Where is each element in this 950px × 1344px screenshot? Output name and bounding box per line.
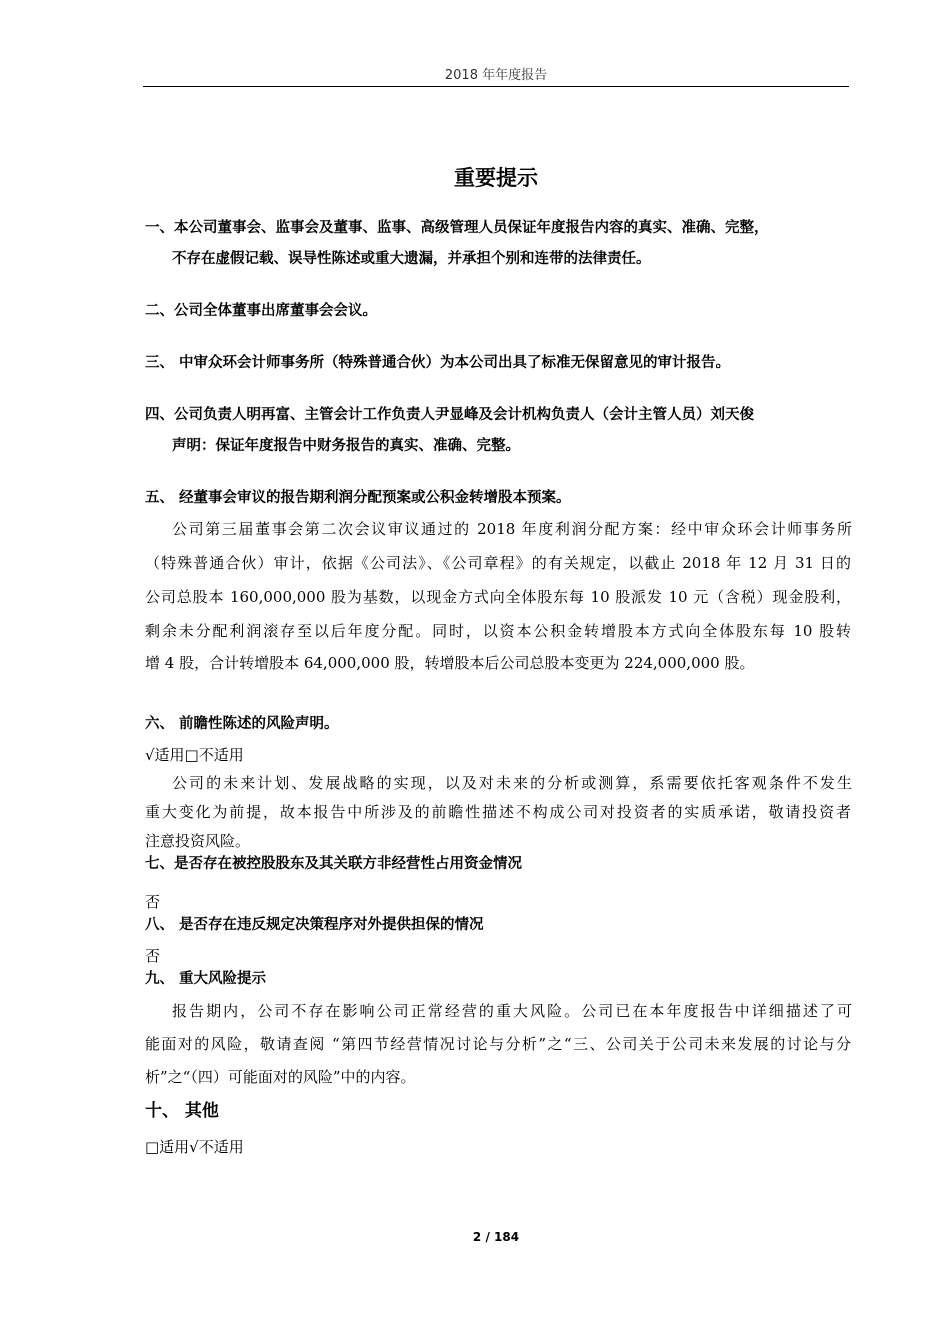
section-5-para-line-1: 公司第三届董事会第二次会议审议通过的 2018 年度利润分配方案：经中审众环会计师事务所 [172, 520, 852, 538]
section-6-para-line-3: 注意投资风险。 [145, 832, 251, 850]
section-5-para-line-3: 公司总股本 160,000,000 股为基数，以现金方式向全体股东每 10 股派发 10 元（含税）现金股利， [145, 588, 851, 606]
page-header: 2018 年年度报告 [444, 68, 548, 83]
section-9-para-line-2: 能面对的风险，敬请查阅 “第四节经营情况讨论与分析”之“三、公司关于公司未来发展的讨论与分 [145, 1035, 851, 1053]
section-3: 三、 中审众环会计师事务所（特殊普通合伙）为本公司出具了标准无保留意见的审计报告。 [145, 355, 731, 371]
section-4-line-2: 声明：保证年度报告中财务报告的真实、准确、完整。 [172, 438, 520, 454]
section-4-line-1: 四、公司负责人明再富、主管会计工作负责人尹显峰及会计机构负责人（会计主管人员）刘天俊 [145, 407, 754, 423]
section-8-heading: 八、 是否存在违反规定决策程序对外提供担保的情况 [145, 917, 484, 933]
page-title: 重要提示 [454, 166, 538, 190]
section-6-para-line-1: 公司的未来计划、发展战略的实现，以及对未来的分析或测算，系需要依托客观条件不发生 [172, 774, 852, 792]
section-5-para-line-5: 增 4 股，合计转增股本 64,000,000 股，转增股本后公司总股本变更为 224,000,000 股。 [145, 654, 755, 672]
section-9-heading: 九、 重大风险提示 [145, 971, 267, 987]
section-5-heading: 五、 经董事会审议的报告期利润分配预案或公积金转增股本预案。 [145, 490, 571, 506]
section-5-para-line-2: （特殊普通合伙）审计，依据《公司法》、《公司章程》的有关规定，以截止 2018 年 12 月 31 日的 [145, 554, 851, 572]
header-divider [143, 86, 849, 87]
section-6-applicable: √适用□不适用 [145, 746, 244, 764]
section-8-answer: 否 [145, 947, 161, 965]
section-1-line-2: 不存在虚假记载、误导性陈述或重大遗漏，并承担个别和连带的法律责任。 [172, 251, 651, 267]
section-7-answer: 否 [145, 893, 161, 911]
section-9-para-line-3: 析”之“（四）可能面对的风险”中的内容。 [145, 1068, 416, 1086]
section-9-para-line-1: 报告期内，公司不存在影响公司正常经营的重大风险。公司已在本年度报告中详细描述了可 [172, 1002, 852, 1020]
section-6-heading: 六、 前瞻性陈述的风险声明。 [145, 716, 339, 732]
section-7-heading: 七、是否存在被控股股东及其关联方非经营性占用资金情况 [145, 856, 522, 872]
section-10-heading: 十、 其他 [145, 1101, 219, 1121]
section-1-line-1: 一、本公司董事会、监事会及董事、监事、高级管理人员保证年度报告内容的真实、准确、完整， [145, 220, 769, 236]
page-number: 2 / 184 [472, 1230, 520, 1244]
section-5-para-line-4: 剩余未分配利润滚存至以后年度分配。同时，以资本公积金转增股本方式向全体股东每 10 股转 [145, 622, 851, 640]
section-6-para-line-2: 重大变化为前提，故本报告中所涉及的前瞻性描述不构成公司对投资者的实质承诺，敬请投资者 [145, 803, 851, 821]
section-10-applicable: □适用√不适用 [145, 1138, 244, 1156]
section-2: 二、公司全体董事出席董事会会议。 [145, 303, 377, 319]
